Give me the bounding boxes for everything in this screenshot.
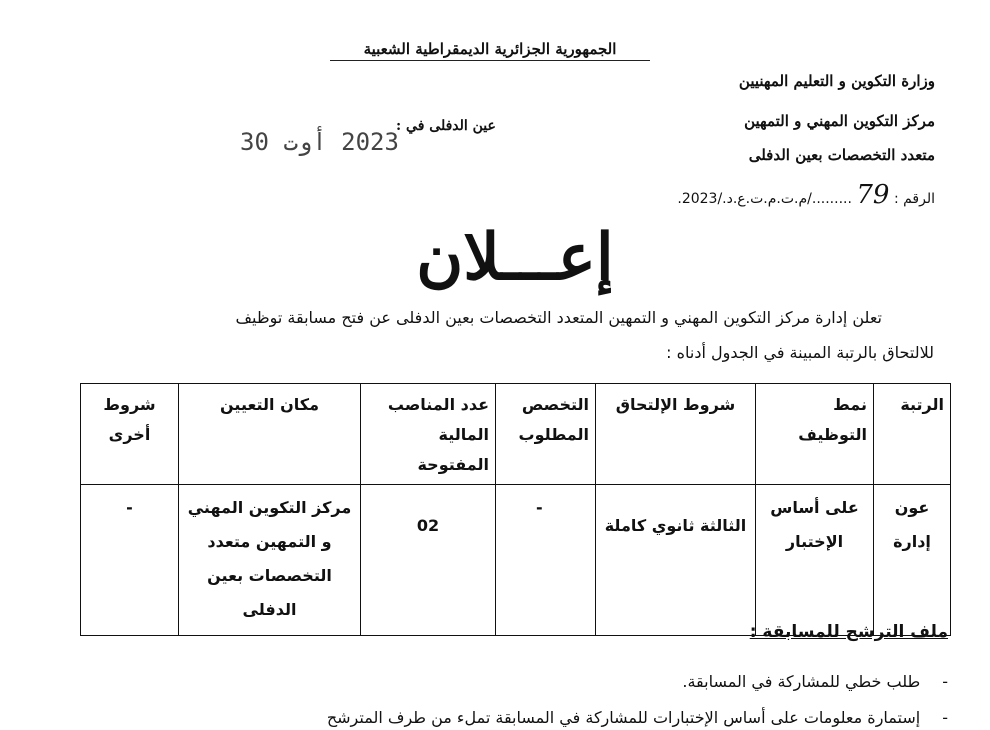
cell-positions: 02	[361, 485, 496, 636]
reference-code: ........./م.ت.م.ت.ع.د./2023.	[677, 191, 852, 207]
cell-specialty: -	[496, 485, 596, 636]
list-item-text: طلب خطي للمشاركة في المسابقة.	[682, 672, 921, 691]
cell-conditions: الثالثة ثانوي كاملة	[596, 485, 756, 636]
cell-assignment-place: مركز التكوين المهني و التمهين متعدد التخصصات بعين الدفلى	[179, 485, 361, 636]
recruitment-table	[80, 383, 951, 636]
reference-number: 79	[856, 180, 890, 210]
cell-recruitment-mode: على أساس الإختبار	[756, 485, 874, 636]
header-conditions: شروط الإلتحاق	[596, 384, 756, 485]
header-grade: الرتبة	[874, 384, 951, 485]
date-place: عين الدفلى في :	[396, 118, 496, 134]
list-item	[327, 708, 948, 727]
cell-grade: عون إدارة	[874, 485, 951, 636]
header-assignment-place: مكان التعيين	[179, 384, 361, 485]
ministry-line: وزارة التكوين و التعليم المهنيين	[738, 72, 935, 90]
announcement-title: إعـــلان	[416, 220, 614, 295]
list-item-text: إستمارة معلومات على أساس الإختبارات للمشاركة في المسابقة تملء من طرف المترشح	[326, 708, 921, 727]
republic-heading: الجمهورية الجزائرية الديمقراطية الشعبية	[330, 40, 650, 61]
header-positions: عدد المناصب المالية المفتوحة	[361, 384, 496, 485]
center-line-1: مركز التكوين المهني و التمهين	[744, 112, 935, 130]
reference-line	[677, 180, 935, 210]
intro-line-1: تعلن إدارة مركز التكوين المهني و التمهين المتعدد التخصصات بعين الدفلى عن فتح مسابقة توظيف	[235, 308, 882, 327]
dossier-title: ملف الترشح للمسابقة :	[749, 622, 948, 642]
list-dash: -	[942, 708, 948, 727]
header-recruitment-mode: نمط التوظيف	[756, 384, 874, 485]
table-row	[81, 485, 951, 636]
list-dash: -	[942, 672, 948, 691]
center-line-2: متعدد التخصصات بعين الدفلى	[748, 146, 935, 164]
header-other-conditions: شروط أخرى	[81, 384, 179, 485]
list-item	[682, 672, 948, 691]
cell-other-conditions: -	[81, 485, 179, 636]
table-header-row	[81, 384, 951, 485]
date-stamp: 2023 أوت 30	[240, 128, 399, 156]
reference-label: الرقم :	[893, 191, 935, 207]
intro-line-2: للالتحاق بالرتبة المبينة في الجدول أدناه :	[666, 343, 934, 362]
header-specialty: التخصص المطلوب	[496, 384, 596, 485]
